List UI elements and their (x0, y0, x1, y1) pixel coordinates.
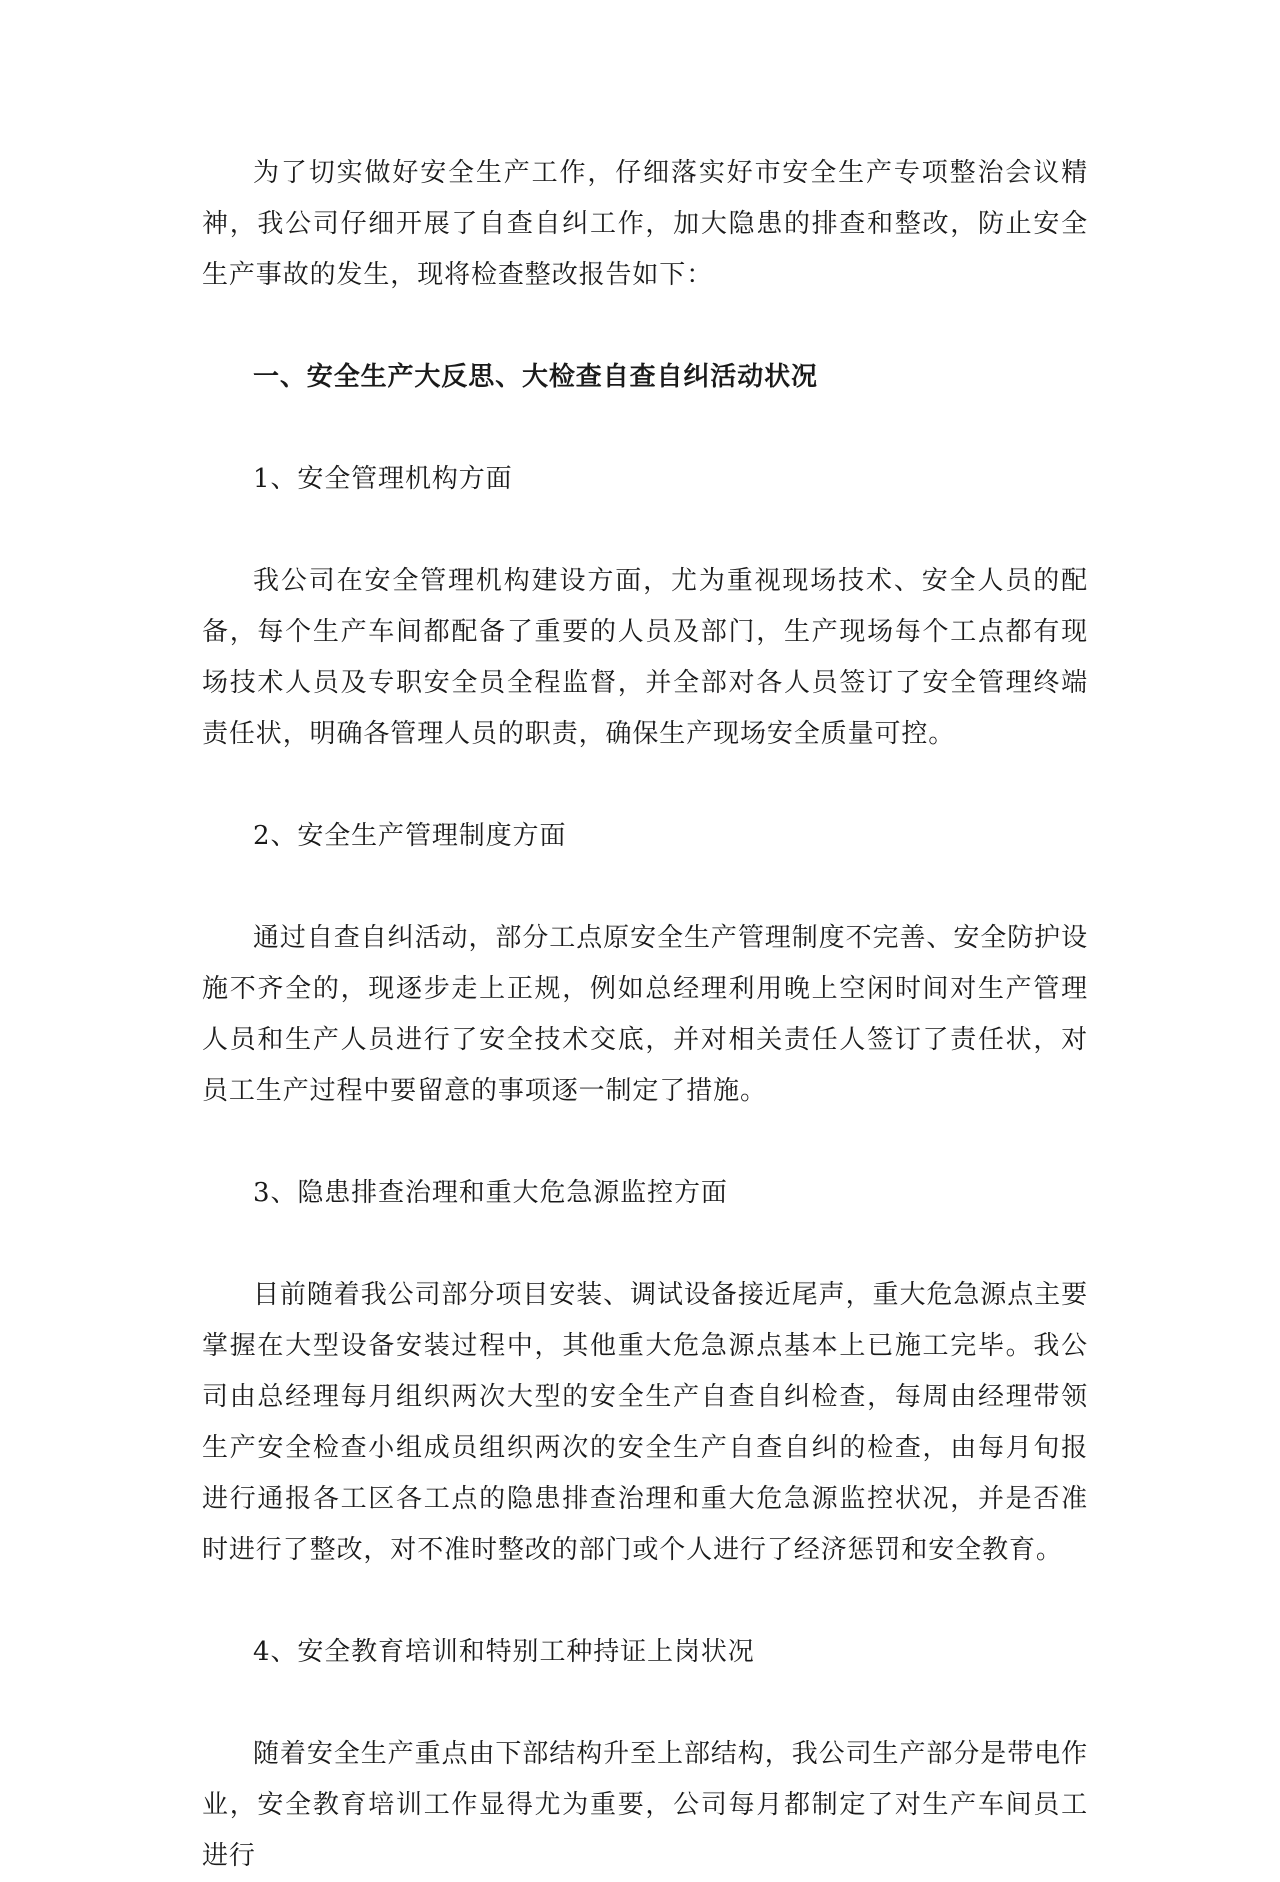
item-4-paragraph: 随着安全生产重点由下部结构升至上部结构，我公司生产部分是带电作业，安全教育培训工作显得尤为重要，公司每月都制定了对生产车间员工进行 (202, 1739, 1088, 1871)
item-1-heading: 1、安全管理机构方面 (253, 464, 513, 494)
document-body (202, 148, 1088, 1882)
intro-paragraph: 为了切实做好安全生产工作，仔细落实好市安全生产专项整治会议精神，我公司仔细开展了自查自纠工作，加大隐患的排查和整改，防止安全生产事故的发生，现将检查整改报告如下： (202, 158, 1088, 290)
item-2-paragraph: 通过自查自纠活动，部分工点原安全生产管理制度不完善、安全防护设施不齐全的，现逐步走上正规，例如总经理利用晚上空闲时间对生产管理人员和生产人员进行了安全技术交底，并对相关责任人签订了责任状，对员工生产过程中要留意的事项逐一制定了措施。 (202, 923, 1088, 1106)
item-3-paragraph: 目前随着我公司部分项目安装、调试设备接近尾声，重大危急源点主要掌握在大型设备安装过程中，其他重大危急源点基本上已施工完毕。我公司由总经理每月组织两次大型的安全生产自查自纠检查，每周由经理带领生产安全检查小组成员组织两次的安全生产自查自纠的检查，由每月旬报进行通报各工区各工点的隐患排查治理和重大危急源监控状况，并是否准时进行了整改，对不准时整改的部门或个人进行了经济惩罚和安全教育。 (202, 1280, 1088, 1565)
item-2-heading: 2、安全生产管理制度方面 (253, 821, 567, 851)
item-1-paragraph: 我公司在安全管理机构建设方面，尤为重视现场技术、安全人员的配备，每个生产车间都配备了重要的人员及部门，生产现场每个工点都有现场技术人员及专职安全员全程监督，并全部对各人员签订了安全管理终端责任状，明确各管理人员的职责，确保生产现场安全质量可控。 (202, 566, 1088, 749)
item-3-heading: 3、隐患排查治理和重大危急源监控方面 (253, 1178, 728, 1208)
item-4-heading: 4、安全教育培训和特别工种持证上岗状况 (253, 1637, 755, 1667)
section-heading: 一、安全生产大反思、大检查自查自纠活动状况 (253, 362, 818, 392)
